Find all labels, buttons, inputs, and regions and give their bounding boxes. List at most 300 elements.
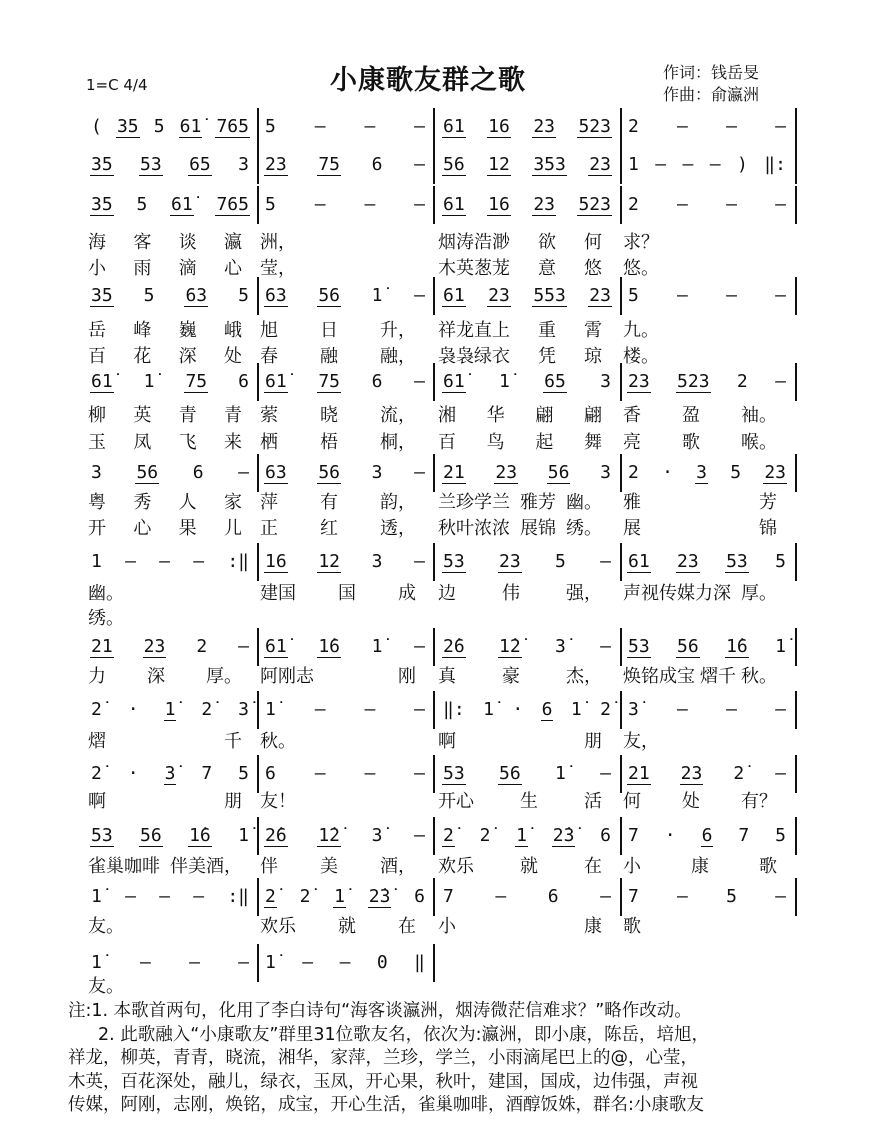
barline	[257, 878, 259, 916]
note: 5	[775, 551, 786, 572]
measure	[90, 193, 250, 217]
note: —	[238, 462, 249, 483]
lyric-syllable: 国	[338, 583, 356, 604]
lyric-syllable: 开	[88, 518, 106, 539]
note: ‖:	[764, 154, 786, 175]
lyric-syllable: 喉。	[741, 432, 777, 453]
note: 2̇	[299, 886, 311, 907]
lyric-syllable: 霄	[584, 320, 602, 341]
note: 23	[495, 461, 518, 483]
note: —	[159, 886, 170, 907]
note: 6	[600, 825, 611, 846]
note: 2̇	[201, 699, 213, 720]
lyric-syllable: 融，	[380, 346, 416, 367]
lyric-syllable: 歌	[682, 432, 700, 453]
lyric-syllable: 意	[538, 258, 556, 279]
note: 61̇	[443, 370, 465, 392]
composer-credit: 作曲：俞瀛洲	[663, 85, 760, 104]
note: 523	[677, 370, 710, 392]
barline	[620, 691, 622, 729]
lyric-syllable: 岳	[88, 320, 106, 341]
note: —	[189, 952, 200, 973]
note: 61	[443, 115, 465, 137]
lyric-syllable: 起	[535, 432, 554, 453]
measure	[627, 550, 787, 574]
lyric-syllable: 华	[486, 405, 505, 426]
note: 1̇	[483, 699, 494, 720]
measure	[90, 635, 250, 659]
barline	[620, 454, 622, 492]
measure	[627, 153, 787, 177]
barline	[433, 277, 435, 315]
note: —	[414, 825, 425, 846]
lyric-syllable: 歌	[623, 916, 641, 937]
note: 2̇	[733, 763, 745, 784]
note: 75	[318, 370, 341, 392]
lyric-syllable: 在	[584, 856, 602, 877]
note: —	[364, 763, 376, 784]
lyric-syllable: 盈	[682, 405, 700, 426]
lyric-measure	[88, 913, 124, 937]
note: )	[737, 154, 748, 175]
barline	[795, 628, 797, 666]
barline	[795, 454, 797, 492]
lyric-syllable: 峨	[223, 320, 242, 341]
lyric-measure	[260, 663, 416, 687]
note: 53	[726, 550, 748, 572]
note: 61̇	[265, 370, 287, 392]
note: —	[600, 636, 611, 657]
lyric-measure	[260, 402, 416, 426]
barline	[433, 363, 435, 401]
note: —	[775, 116, 786, 137]
barline	[620, 628, 622, 666]
lyric-measure	[260, 788, 296, 812]
barline	[433, 691, 435, 729]
lyric-syllable: 流，	[380, 405, 416, 426]
note: 5	[730, 462, 742, 483]
note: —	[677, 699, 688, 720]
lyric-syllable: 客	[133, 232, 152, 253]
lyric-syllable: 雅芳	[520, 492, 556, 513]
note: —	[140, 952, 151, 973]
note: —	[339, 952, 351, 973]
lyric-measure	[88, 515, 242, 539]
lyric-syllable: 瀛	[223, 232, 242, 253]
note: 6	[414, 886, 425, 907]
measure	[90, 550, 250, 574]
note: 6	[192, 462, 204, 483]
note: 1	[628, 154, 639, 175]
lyric-syllable: 厚。	[206, 666, 242, 687]
note: 2̇	[479, 825, 491, 846]
note: ·	[664, 825, 676, 846]
lyric-syllable: 楼。	[623, 346, 659, 367]
barline	[257, 755, 259, 793]
note: 5	[555, 551, 566, 572]
note: ‖:	[443, 699, 465, 720]
lyric-measure	[438, 580, 602, 604]
note: 21	[443, 461, 465, 483]
note: 56	[499, 762, 521, 784]
measure	[264, 284, 426, 308]
measure	[442, 698, 612, 722]
note: —	[600, 886, 611, 907]
lyric-measure	[88, 229, 242, 253]
note: 3	[371, 462, 383, 483]
measure	[442, 193, 612, 217]
note: 3	[696, 461, 707, 483]
lyric-syllable: 兰珍学兰	[438, 492, 510, 513]
lyric-measure	[88, 429, 242, 453]
lyric-syllable: 升，	[380, 320, 416, 341]
note: 23	[764, 461, 786, 483]
lyric-syllable: 红	[320, 518, 338, 539]
lyric-syllable: 青	[178, 405, 197, 426]
note: 12	[488, 153, 510, 175]
note: 5	[238, 763, 249, 784]
lyric-measure	[260, 255, 296, 279]
note: —	[414, 116, 425, 137]
lyric-measure	[88, 605, 124, 629]
measure	[90, 885, 250, 909]
lyric-syllable: 建国	[260, 583, 296, 604]
note: —	[314, 763, 326, 784]
lyric-syllable: 幽。	[88, 583, 124, 604]
note: —	[238, 952, 249, 973]
measure	[627, 284, 787, 308]
footnote-line: 木英，百花深处，融儿，绿衣，玉凤，开心果，秋叶，建国，国成，边伟强，声视	[68, 1071, 698, 1092]
note: 61̇	[171, 193, 193, 215]
lyric-syllable: 翩	[535, 405, 554, 426]
lyric-measure	[623, 853, 777, 877]
note: —	[726, 699, 737, 720]
lyric-measure	[438, 317, 602, 341]
note: 5	[136, 194, 148, 215]
note: —	[414, 763, 425, 784]
lyric-measure	[438, 489, 602, 513]
lyric-syllable: 旭	[260, 320, 278, 341]
lyric-measure	[623, 402, 777, 426]
lyric-syllable: 心	[223, 258, 242, 279]
barline	[795, 277, 797, 315]
note: 16	[488, 115, 510, 137]
lyric-syllable: 莹，	[260, 258, 296, 279]
note: 1̇	[238, 825, 249, 846]
note: 1̇	[775, 636, 786, 657]
barline	[620, 363, 622, 401]
note: 3̇	[371, 825, 383, 846]
note: 12	[318, 550, 341, 572]
note: :‖	[227, 551, 249, 572]
note: —	[414, 462, 425, 483]
lyric-syllable: 何	[623, 791, 641, 812]
lyric-syllable: 正	[260, 518, 278, 539]
lyric-measure	[438, 663, 602, 687]
note: 2̇6	[443, 635, 465, 657]
barline	[795, 363, 797, 401]
lyric-syllable: 日	[320, 320, 338, 341]
lyric-syllable: 悠。	[623, 258, 659, 279]
barline	[257, 277, 259, 315]
note: 2̇	[91, 763, 102, 784]
lyric-syllable: 桐，	[380, 432, 416, 453]
note: —	[414, 154, 425, 175]
lyric-syllable: 青	[223, 405, 242, 426]
note: ·	[127, 763, 139, 784]
barline	[433, 878, 435, 916]
note: 53	[443, 550, 465, 572]
lyric-syllable: 千	[224, 731, 242, 752]
note: 1̇	[555, 763, 566, 784]
note: 61	[443, 193, 465, 215]
lyric-measure	[438, 853, 602, 877]
lyric-syllable: 海	[88, 232, 106, 253]
lyric-syllable: 袅袅绿衣	[438, 346, 510, 367]
barline	[257, 363, 259, 401]
note: 63	[265, 284, 287, 306]
lyric-measure	[260, 728, 296, 752]
barline	[620, 543, 622, 581]
note: 353	[533, 153, 566, 175]
lyric-measure	[88, 788, 242, 812]
note: —	[414, 371, 425, 392]
lyric-syllable: 心	[133, 518, 152, 539]
lyric-measure	[438, 343, 602, 367]
barline	[795, 817, 797, 855]
note: 63	[265, 461, 287, 483]
barline	[257, 454, 259, 492]
barline	[620, 186, 622, 224]
lyric-measure	[438, 402, 602, 426]
note: 23	[677, 550, 699, 572]
note: 3̇	[555, 636, 566, 657]
lyric-measure	[88, 973, 124, 997]
lyric-syllable: 成	[398, 583, 416, 604]
lyric-syllable: 就	[338, 916, 356, 937]
note: ·	[662, 462, 673, 483]
footnote-line: 2. 此歌融入“小康歌友”群里31位歌友名，依次为:瀛洲，即小康，陈岳，培旭，	[98, 1024, 710, 1045]
measure	[264, 698, 426, 722]
barline	[257, 944, 259, 982]
note: 23	[265, 153, 287, 175]
note: —	[414, 194, 425, 215]
note: —	[125, 886, 136, 907]
note: (	[91, 116, 102, 137]
note: 35	[91, 193, 113, 215]
lyric-syllable: 啊	[438, 731, 456, 752]
lyric-syllable: 小	[88, 258, 106, 279]
lyric-syllable: 小	[623, 856, 641, 877]
note: —	[314, 699, 326, 720]
lyric-syllable: 梧	[320, 432, 338, 453]
note: 523	[578, 115, 611, 137]
note: 3̇	[238, 699, 249, 720]
note: 1̇	[91, 886, 102, 907]
note: —	[125, 551, 136, 572]
note: 23	[589, 284, 611, 306]
lyric-syllable: 绣。	[566, 518, 602, 539]
barline	[257, 691, 259, 729]
note: 1̇6	[318, 635, 341, 657]
note: —	[709, 154, 721, 175]
note: 56	[140, 824, 162, 846]
lyric-syllable: 峰	[133, 320, 152, 341]
measure	[442, 284, 612, 308]
lyric-syllable: 伴美酒，	[170, 856, 242, 877]
note: 6	[265, 763, 276, 784]
note: 1̇	[164, 698, 176, 720]
barline	[257, 186, 259, 224]
lyric-syllable: 力	[88, 666, 106, 687]
lyric-measure	[438, 229, 602, 253]
measure	[627, 762, 787, 786]
lyric-measure	[88, 402, 242, 426]
note: 56	[136, 461, 159, 483]
note: 1̇6	[726, 635, 748, 657]
barline	[257, 628, 259, 666]
lyric-syllable: 飞	[178, 432, 197, 453]
note: 61	[443, 284, 465, 306]
barline	[257, 817, 259, 855]
lyric-syllable: 百	[88, 346, 106, 367]
note: 35	[116, 115, 139, 137]
lyric-measure	[438, 728, 602, 752]
lyric-syllable: 阿刚志	[260, 666, 314, 687]
lyric-syllable: 绣。	[88, 608, 124, 629]
lyric-measure	[88, 728, 242, 752]
note: 7	[628, 825, 639, 846]
lyric-syllable: 歌	[759, 856, 777, 877]
lyric-syllable: 果	[178, 518, 197, 539]
measure	[442, 370, 612, 394]
lyric-syllable: 鸟	[486, 432, 505, 453]
note: 3	[238, 154, 249, 175]
note: —	[677, 285, 688, 306]
measure	[90, 461, 250, 485]
lyric-syllable: 欢乐	[438, 856, 474, 877]
note: 3	[91, 462, 102, 483]
lyric-syllable: 豪	[502, 666, 520, 687]
note: 23	[533, 115, 555, 137]
note: 765	[216, 193, 249, 215]
lyric-syllable: 萍	[260, 492, 278, 513]
note: 61̇	[91, 370, 113, 392]
note: —	[600, 551, 611, 572]
lyric-syllable: 开心	[438, 791, 474, 812]
barline	[620, 817, 622, 855]
lyric-syllable: 晓	[320, 405, 338, 426]
note: —	[600, 763, 611, 784]
measure	[90, 762, 250, 786]
lyric-syllable: 透，	[380, 518, 416, 539]
note: 2̇3̇	[368, 885, 391, 907]
note: —	[364, 194, 376, 215]
lyric-measure	[438, 913, 602, 937]
note: 2	[628, 462, 639, 483]
lyric-measure	[623, 515, 777, 539]
note: 1̇	[265, 952, 276, 973]
lyric-syllable: 洲，	[260, 232, 296, 253]
note: 523	[578, 193, 611, 215]
lyric-syllable: 芳	[759, 492, 777, 513]
note: 765	[216, 115, 249, 137]
lyric-syllable: 欲	[538, 232, 556, 253]
barline	[795, 146, 797, 184]
note: 53	[140, 153, 162, 175]
note: —	[193, 551, 205, 572]
note: 7	[443, 886, 454, 907]
note: —	[775, 699, 786, 720]
note: 5	[153, 116, 165, 137]
lyric-syllable: 锦	[759, 518, 777, 539]
note: 2̇6	[265, 824, 287, 846]
lyric-syllable: 栖	[260, 432, 278, 453]
lyric-measure	[438, 429, 602, 453]
barline	[433, 755, 435, 793]
barline	[795, 186, 797, 224]
lyric-syllable: 处	[682, 791, 700, 812]
lyric-syllable: 朋	[224, 791, 242, 812]
measure	[90, 284, 250, 308]
lyric-syllable: 厚。	[741, 583, 777, 604]
note: 6	[701, 824, 713, 846]
lyric-syllable: 九。	[623, 320, 659, 341]
note: 61̇	[265, 635, 287, 657]
note: 1̇	[499, 371, 510, 392]
note: 23	[628, 370, 650, 392]
measure	[442, 461, 612, 485]
note: 1̇	[143, 371, 155, 392]
lyric-syllable: 亮	[623, 432, 641, 453]
note: 56	[318, 284, 341, 306]
measure	[627, 115, 787, 139]
lyric-syllable: 美	[320, 856, 338, 877]
lyric-syllable: 滴	[178, 258, 197, 279]
measure	[264, 951, 426, 975]
barline	[433, 817, 435, 855]
barline	[795, 543, 797, 581]
barline	[433, 454, 435, 492]
note: —	[414, 551, 425, 572]
note: 65	[544, 370, 566, 392]
lyric-syllable: 湘	[438, 405, 456, 426]
lyric-measure	[260, 913, 416, 937]
lyric-syllable: 雀巢咖啡	[88, 856, 160, 877]
measure	[264, 762, 426, 786]
note: ·	[512, 699, 524, 720]
note: 1̇	[334, 885, 345, 907]
lyric-syllable: 春	[260, 346, 278, 367]
measure	[264, 370, 426, 394]
note: 1̇2̇	[499, 635, 521, 657]
lyric-syllable: 展	[623, 518, 641, 539]
lyric-measure	[88, 853, 242, 877]
barline	[620, 277, 622, 315]
note: 0	[376, 952, 388, 973]
note: 23	[533, 193, 555, 215]
lyric-measure	[623, 343, 659, 367]
note: 53	[443, 762, 465, 784]
lyric-syllable: 康	[691, 856, 709, 877]
key-time-signature: 1=C 4/4	[86, 76, 148, 94]
lyric-syllable: 花	[133, 346, 152, 367]
lyric-syllable: 展锦	[520, 518, 556, 539]
lyric-syllable: 何	[584, 232, 602, 253]
measure	[442, 115, 612, 139]
note: —	[364, 699, 376, 720]
song-title: 小康歌友群之歌	[330, 65, 526, 96]
